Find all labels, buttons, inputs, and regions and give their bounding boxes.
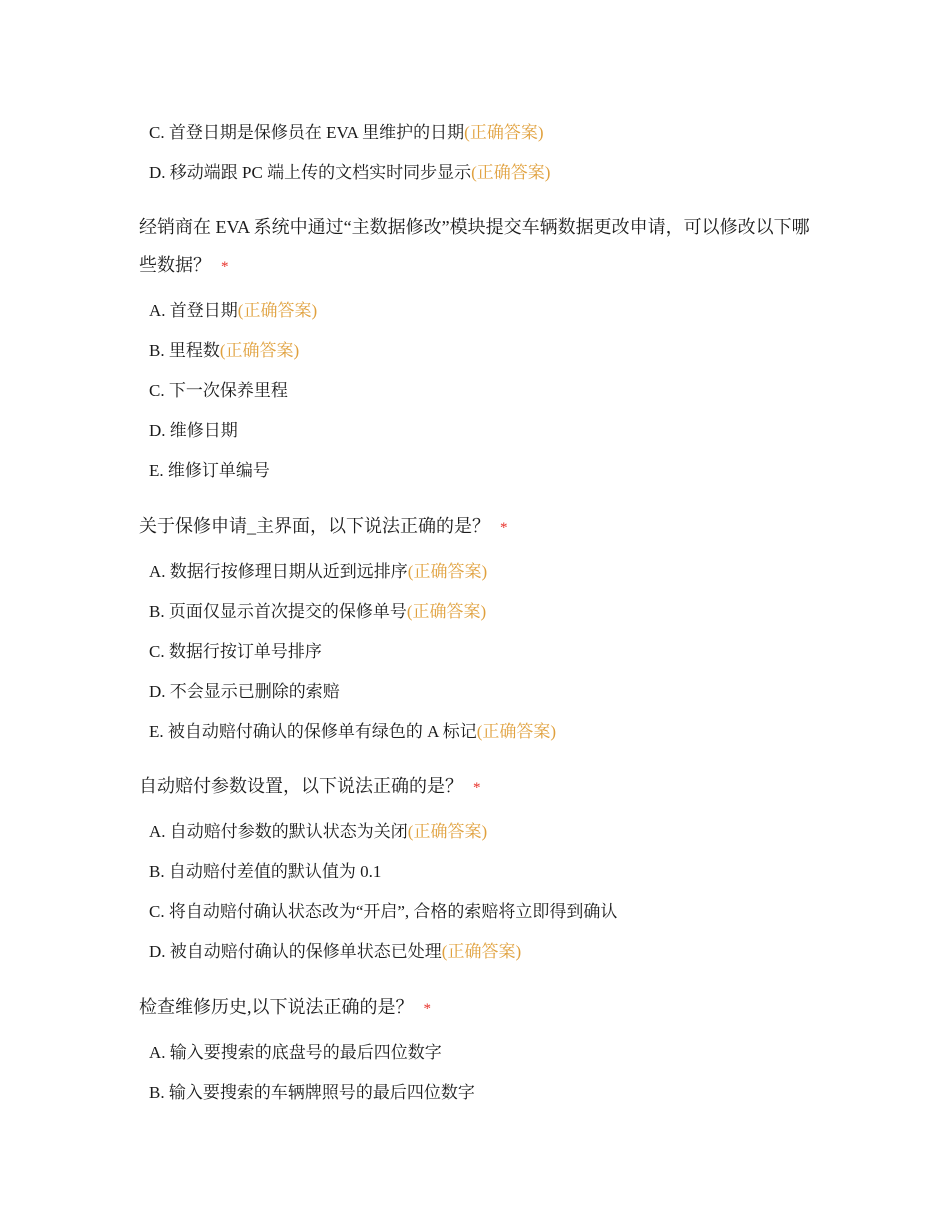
option-text: A. 自动赔付参数的默认状态为关闭 [149, 822, 408, 841]
option-q1-d [149, 419, 238, 443]
correct-answer-tag: (正确答案) [237, 301, 318, 320]
option-q4-b [149, 1081, 475, 1105]
option-text: D. 不会显示已删除的索赔 [149, 682, 340, 701]
option-q1-a [149, 299, 317, 323]
option-q0-c [149, 121, 543, 145]
option-q1-c [149, 379, 288, 403]
correct-answer-tag: (正确答案) [441, 942, 522, 961]
option-text: A. 首登日期 [149, 301, 238, 320]
option-q1-b [149, 339, 299, 363]
option-q3-d [149, 940, 521, 964]
option-text: D. 维修日期 [149, 421, 238, 440]
option-q1-e [149, 459, 270, 483]
required-mark: * [473, 780, 481, 796]
question-2 [139, 507, 819, 547]
correct-answer-tag: (正确答案) [476, 722, 557, 741]
correct-answer-tag: (正确答案) [407, 562, 488, 581]
option-text: D. 移动端跟 PC 端上传的文档实时同步显示 [149, 163, 472, 182]
option-text: A. 数据行按修理日期从近到远排序 [149, 562, 408, 581]
option-text: C. 首登日期是保修员在 EVA 里维护的日期 [149, 123, 465, 142]
option-q0-d [149, 161, 550, 185]
option-text: C. 数据行按订单号排序 [149, 642, 322, 661]
option-text: C. 下一次保养里程 [149, 381, 288, 400]
question-text: 自动赔付参数设置，以下说法正确的是？ [139, 776, 463, 796]
correct-answer-tag: (正确答案) [406, 602, 487, 621]
option-q2-b [149, 600, 486, 624]
option-q3-a [149, 820, 487, 844]
question-text: 经销商在 EVA 系统中通过“主数据修改”模块提交车辆数据更改申请，可以修改以下哪些数据？ [139, 217, 810, 275]
option-q2-a [149, 560, 487, 584]
question-4 [139, 988, 819, 1028]
correct-answer-tag: (正确答案) [219, 341, 300, 360]
option-q2-d [149, 680, 340, 704]
required-mark: * [500, 520, 508, 536]
option-text: C. 将自动赔付确认状态改为“开启”, 合格的索赔将立即得到确认 [149, 902, 618, 921]
question-3 [139, 767, 819, 807]
option-text: B. 输入要搜索的车辆牌照号的最后四位数字 [149, 1083, 475, 1102]
option-text: D. 被自动赔付确认的保修单状态已处理 [149, 942, 442, 961]
question-1 [139, 208, 819, 286]
option-q3-b [149, 860, 381, 884]
option-text: B. 里程数 [149, 341, 220, 360]
option-q2-e [149, 720, 556, 744]
option-text: B. 自动赔付差值的默认值为 0.1 [149, 862, 382, 881]
question-text: 检查维修历史,以下说法正确的是？ [139, 997, 414, 1017]
required-mark: * [423, 1001, 431, 1017]
correct-answer-tag: (正确答案) [471, 163, 551, 182]
option-q4-a [149, 1041, 442, 1065]
question-text: 关于保修申请_主界面，以下说法正确的是？ [139, 516, 490, 536]
option-q3-c [149, 900, 617, 924]
option-q2-c [149, 640, 322, 664]
correct-answer-tag: (正确答案) [464, 123, 544, 142]
option-text: E. 被自动赔付确认的保修单有绿色的 A 标记 [149, 722, 477, 741]
option-text: B. 页面仅显示首次提交的保修单号 [149, 602, 407, 621]
required-mark: * [221, 259, 229, 275]
option-text: E. 维修订单编号 [149, 461, 270, 480]
option-text: A. 输入要搜索的底盘号的最后四位数字 [149, 1043, 442, 1062]
correct-answer-tag: (正确答案) [407, 822, 488, 841]
